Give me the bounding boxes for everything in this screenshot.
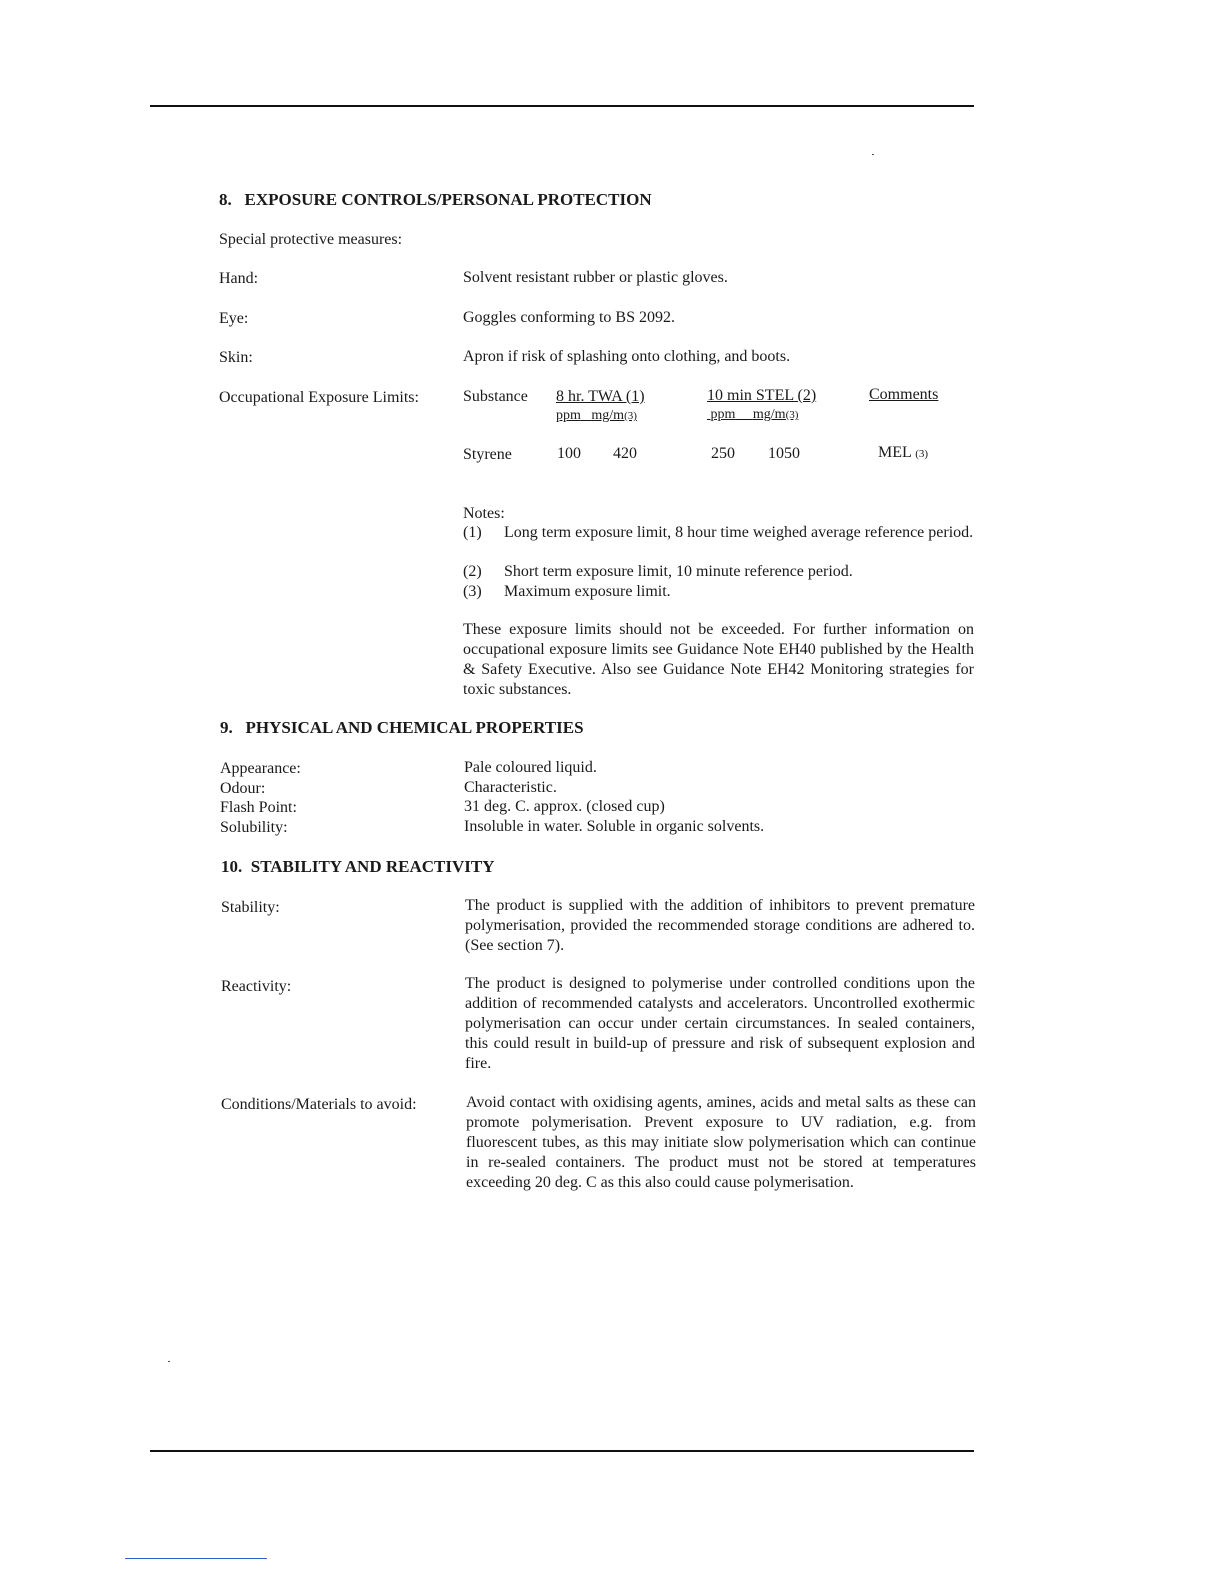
note-3 — [463, 582, 974, 602]
section-8-heading: 8. EXPOSURE CONTROLS/PERSONAL PROTECTION — [219, 190, 652, 209]
odour-label: Odour: — [220, 779, 266, 797]
footer-link-line — [125, 1558, 267, 1559]
odour-value: Characteristic. — [464, 778, 557, 796]
col-comments-header: Comments — [869, 386, 939, 403]
scan-speck — [168, 1361, 170, 1362]
appearance-value: Pale coloured liquid. — [464, 759, 597, 776]
top-rule — [150, 105, 974, 107]
limits-paragraph: These exposure limits should not be exceeded. For further information on occupational exposure limits see Guidance Note EH40 published by the Health & Safety Executive. Also see Guidance Note EH42 Monitoring strategies for toxic substances. — [463, 621, 974, 698]
flash-point-value: 31 deg. C. approx. (closed cup) — [464, 798, 665, 815]
note-2 — [463, 562, 974, 582]
stel-mg-unit: mg/m — [752, 407, 786, 422]
col-twa-header: 8 hr. TWA (1) — [556, 388, 645, 405]
avoid-label: Conditions/Materials to avoid: — [221, 1096, 417, 1113]
notes-title: Notes: — [463, 505, 505, 522]
note-3-number: (3) — [463, 583, 482, 600]
note-1-text: Long term exposure limit, 8 hour time weighed average reference period. — [504, 524, 974, 541]
bottom-rule — [150, 1450, 974, 1452]
comment-text: MEL — [878, 444, 912, 461]
twa-mg-value: 420 — [613, 445, 637, 462]
special-measures-label: Special protective measures: — [219, 231, 403, 248]
scan-speck — [872, 154, 874, 155]
solubility-value: Insoluble in water. Soluble in organic solvents. — [464, 817, 765, 835]
col-stel-header: 10 min STEL (2) — [707, 387, 817, 404]
section-10-heading: 10. STABILITY AND REACTIVITY — [221, 857, 495, 876]
appearance-label: Appearance: — [220, 760, 301, 777]
eye-value: Goggles conforming to BS 2092. — [463, 309, 675, 326]
reactivity-label: Reactivity: — [221, 978, 292, 995]
comment-ref: (3) — [915, 448, 929, 460]
twa-units — [556, 406, 637, 426]
flash-point-label: Flash Point: — [220, 799, 297, 816]
row-substance: Styrene — [463, 446, 512, 463]
eye-label: Eye: — [219, 310, 249, 327]
note-1 — [463, 523, 974, 563]
col-substance-header: Substance — [463, 388, 528, 405]
note-1-number: (1) — [463, 524, 482, 541]
hand-value: Solvent resistant rubber or plastic gloves. — [463, 269, 728, 286]
skin-value: Apron if risk of splashing onto clothing, and boots. — [463, 348, 791, 365]
properties-values — [464, 758, 764, 836]
stel-units — [707, 405, 798, 425]
stel-mg-ref: (3) — [785, 409, 799, 421]
comment-value — [878, 443, 928, 464]
reactivity-text: The product is designed to polymerise under controlled conditions upon the addition of recommended catalysts and accelerators. Uncontrolled exothermic polymerisation can occur under certain circumstances. In sealed containers, this could result in build-up of pressure and risk of subsequent explosion and fire. — [465, 975, 975, 1072]
stability-text: The product is supplied with the addition of inhibitors to prevent premature polymerisation, provided the recommended storage conditions are adhered to. (See section 7). — [465, 897, 975, 954]
section-9-heading: 9. PHYSICAL AND CHEMICAL PROPERTIES — [220, 718, 584, 737]
stel-mg-value: 1050 — [768, 445, 800, 462]
avoid-text: Avoid contact with oxidising agents, amines, acids and metal salts as these can promote polymerisation. Prevent exposure to UV radiation, e.g. from fluorescent tubes, as this may initiate slow polymerisation which can continue in re-sealed containers. The product must not be stored at temperatures exceeding 20 deg. C as this also could cause polymerisation. — [466, 1094, 976, 1191]
oel-label: Occupational Exposure Limits: — [219, 389, 419, 406]
note-2-text: Short term exposure limit, 10 minute reference period. — [504, 563, 853, 580]
stability-label: Stability: — [221, 899, 280, 916]
twa-ppm-value: 100 — [557, 445, 581, 462]
twa-mg-unit: mg/m — [591, 408, 625, 423]
stel-ppm-value: 250 — [711, 445, 735, 462]
properties-labels — [220, 759, 301, 837]
solubility-label: Solubility: — [220, 818, 288, 836]
note-2-number: (2) — [463, 563, 482, 580]
stel-ppm-unit: ppm — [710, 407, 736, 422]
twa-ppm-unit: ppm — [556, 408, 581, 423]
hand-label: Hand: — [219, 270, 259, 287]
note-3-text: Maximum exposure limit. — [504, 583, 671, 600]
twa-mg-ref: (3) — [624, 410, 637, 422]
skin-label: Skin: — [219, 349, 253, 366]
